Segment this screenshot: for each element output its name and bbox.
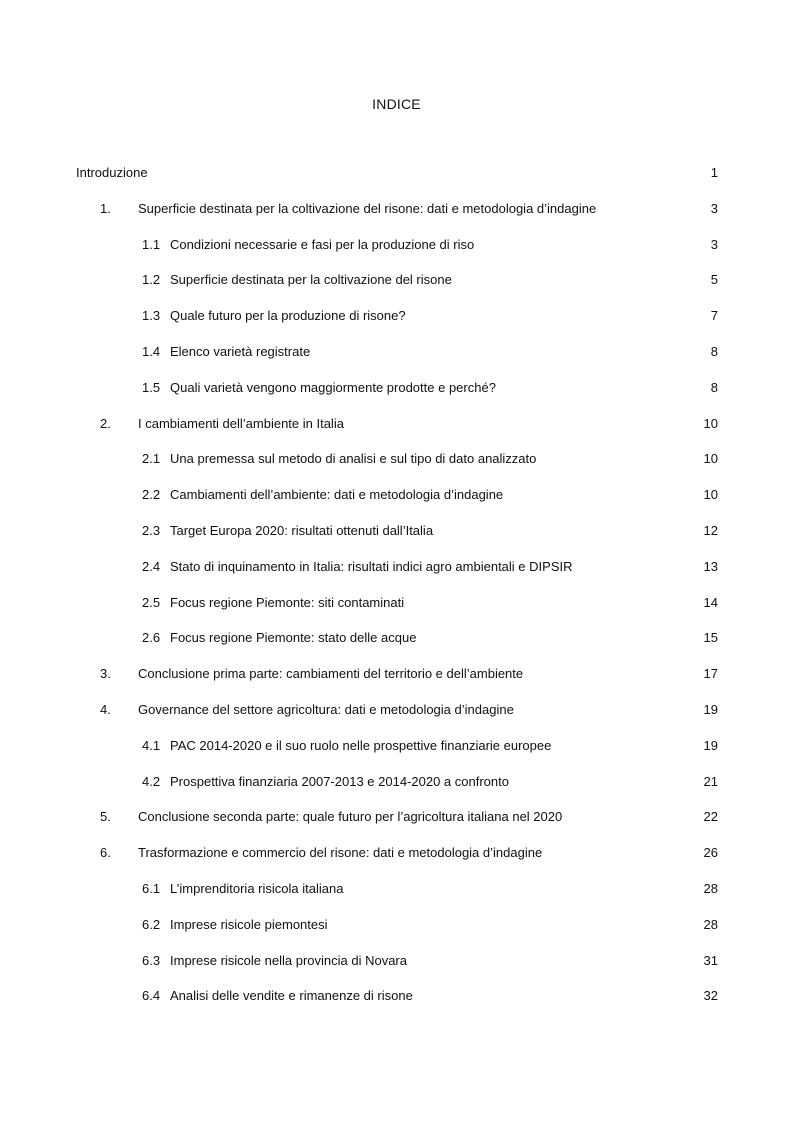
toc-entry-page-number: 22 <box>703 809 718 825</box>
toc-entry-title: I cambiamenti dell’ambiente in Italia <box>138 415 344 431</box>
toc-entry-number: 6.2 <box>142 916 161 932</box>
toc-entry[interactable] <box>0 558 793 594</box>
toc-entry[interactable] <box>0 773 793 809</box>
toc-entry-title: Condizioni necessarie e fasi per la produzione di riso <box>170 236 475 252</box>
toc-entry-title: Cambiamenti dell’ambiente: dati e metodologia d’indagine <box>170 487 504 503</box>
toc-entry-page-number: 12 <box>703 522 718 538</box>
toc-entry-title: Quale futuro per la produzione di risone? <box>170 308 406 324</box>
toc-entry-number: 6. <box>100 845 111 861</box>
toc-entry-title: Conclusione prima parte: cambiamenti del territorio e dell’ambiente <box>138 666 524 682</box>
toc-entry-page-number: 7 <box>710 308 718 324</box>
toc-entry-page-number: 10 <box>703 415 718 431</box>
toc-entry-number: 6.3 <box>142 952 161 968</box>
toc-entry-number: 4. <box>100 701 111 717</box>
toc-entry[interactable] <box>0 594 793 630</box>
toc-entry-page-number: 1 <box>710 165 718 180</box>
toc-entry-number: 5. <box>100 809 111 825</box>
toc-entry-number: 2.2 <box>142 487 161 503</box>
toc-entry[interactable] <box>0 629 793 665</box>
toc-entry-page-number: 19 <box>703 737 718 753</box>
toc-entry-page-number: 31 <box>703 952 718 968</box>
toc-entry-title: Introduzione <box>76 165 148 180</box>
toc-entry-page-number: 32 <box>703 988 718 1004</box>
toc-entry-number: 1.3 <box>142 308 161 324</box>
toc-entry-page-number: 5 <box>710 272 718 288</box>
toc-entry-title: Imprese risicole nella provincia di Novara <box>170 952 407 968</box>
toc-entry-title: PAC 2014-2020 e il suo ruolo nelle prospettive finanziarie europee <box>170 737 552 753</box>
toc-entry[interactable] <box>0 271 793 307</box>
page-title: INDICE <box>372 96 421 112</box>
toc-entry-page-number: 14 <box>703 594 718 610</box>
toc-entry-number: 2. <box>100 415 111 431</box>
toc-entry-number: 1.4 <box>142 343 161 359</box>
toc-entry-title: Conclusione seconda parte: quale futuro per l’agricoltura italiana nel 2020 <box>138 809 563 825</box>
table-of-contents <box>0 164 793 1023</box>
toc-entry-title: Trasformazione e commercio del risone: dati e metodologia d’indagine <box>138 845 543 861</box>
toc-entry[interactable] <box>0 486 793 522</box>
toc-entry[interactable] <box>0 343 793 379</box>
toc-entry[interactable] <box>0 307 793 343</box>
toc-entry-title: Quali varietà vengono maggiormente prodotte e perché? <box>170 379 496 395</box>
toc-entry-page-number: 13 <box>703 558 718 574</box>
toc-entry[interactable] <box>0 415 793 451</box>
toc-entry[interactable] <box>0 916 793 952</box>
toc-entry-page-number: 10 <box>703 487 718 503</box>
toc-entry-number: 1.2 <box>142 272 161 288</box>
toc-entry-title: Stato di inquinamento in Italia: risultati indici agro ambientali e DIPSIR <box>170 558 573 574</box>
toc-entry[interactable] <box>0 737 793 773</box>
toc-entry-title: Focus regione Piemonte: stato delle acque <box>170 630 417 646</box>
toc-entry-page-number: 26 <box>703 845 718 861</box>
toc-entry-title: Imprese risicole piemontesi <box>170 916 328 932</box>
toc-entry[interactable] <box>0 164 793 200</box>
toc-entry-title: Superficie destinata per la coltivazione del risone: dati e metodologia d’indagine <box>138 200 597 216</box>
toc-entry-page-number: 28 <box>703 880 718 896</box>
toc-entry-title: Una premessa sul metodo di analisi e sul tipo di dato analizzato <box>170 451 537 467</box>
toc-entry-page-number: 8 <box>710 379 718 395</box>
toc-entry-number: 3. <box>100 666 111 682</box>
toc-entry-title: L’imprenditoria risicola italiana <box>170 880 344 896</box>
toc-entry-number: 4.2 <box>142 773 161 789</box>
toc-entry-number: 6.4 <box>142 988 161 1004</box>
toc-entry-number: 2.4 <box>142 558 161 574</box>
toc-entry-page-number: 8 <box>710 343 718 359</box>
toc-entry[interactable] <box>0 522 793 558</box>
toc-entry-number: 6.1 <box>142 880 161 896</box>
toc-entry-title: Focus regione Piemonte: siti contaminati <box>170 594 405 610</box>
toc-entry[interactable] <box>0 952 793 988</box>
toc-entry[interactable] <box>0 379 793 415</box>
toc-entry-number: 1. <box>100 200 111 216</box>
toc-entry-number: 1.5 <box>142 379 161 395</box>
toc-entry-page-number: 19 <box>703 701 718 717</box>
toc-entry-title: Governance del settore agricoltura: dati e metodologia d’indagine <box>138 701 514 717</box>
toc-entry-number: 2.6 <box>142 630 161 646</box>
toc-entry[interactable] <box>0 844 793 880</box>
toc-entry-number: 4.1 <box>142 737 161 753</box>
toc-entry[interactable] <box>0 450 793 486</box>
toc-entry-number: 2.3 <box>142 522 161 538</box>
toc-entry[interactable] <box>0 808 793 844</box>
toc-entry[interactable] <box>0 236 793 272</box>
toc-entry-title: Superficie destinata per la coltivazione del risone <box>170 272 452 288</box>
toc-entry-number: 2.1 <box>142 451 161 467</box>
toc-entry-page-number: 21 <box>703 773 718 789</box>
toc-entry[interactable] <box>0 665 793 701</box>
toc-entry-page-number: 28 <box>703 916 718 932</box>
toc-entry-title: Analisi delle vendite e rimanenze di risone <box>170 988 413 1004</box>
toc-entry-page-number: 3 <box>710 236 718 252</box>
toc-entry-title: Elenco varietà registrate <box>170 343 311 359</box>
toc-entry-number: 1.1 <box>142 236 161 252</box>
toc-entry-title: Target Europa 2020: risultati ottenuti dall’Italia <box>170 522 434 538</box>
toc-entry[interactable] <box>0 987 793 1023</box>
toc-entry-page-number: 3 <box>710 200 718 216</box>
toc-entry[interactable] <box>0 880 793 916</box>
toc-entry-page-number: 17 <box>703 666 718 682</box>
toc-entry-number: 2.5 <box>142 594 161 610</box>
toc-entry[interactable] <box>0 200 793 236</box>
toc-entry[interactable] <box>0 701 793 737</box>
toc-entry-page-number: 10 <box>703 451 718 467</box>
toc-entry-title: Prospettiva finanziaria 2007-2013 e 2014-2020 a confronto <box>170 773 509 789</box>
toc-entry-page-number: 15 <box>703 630 718 646</box>
